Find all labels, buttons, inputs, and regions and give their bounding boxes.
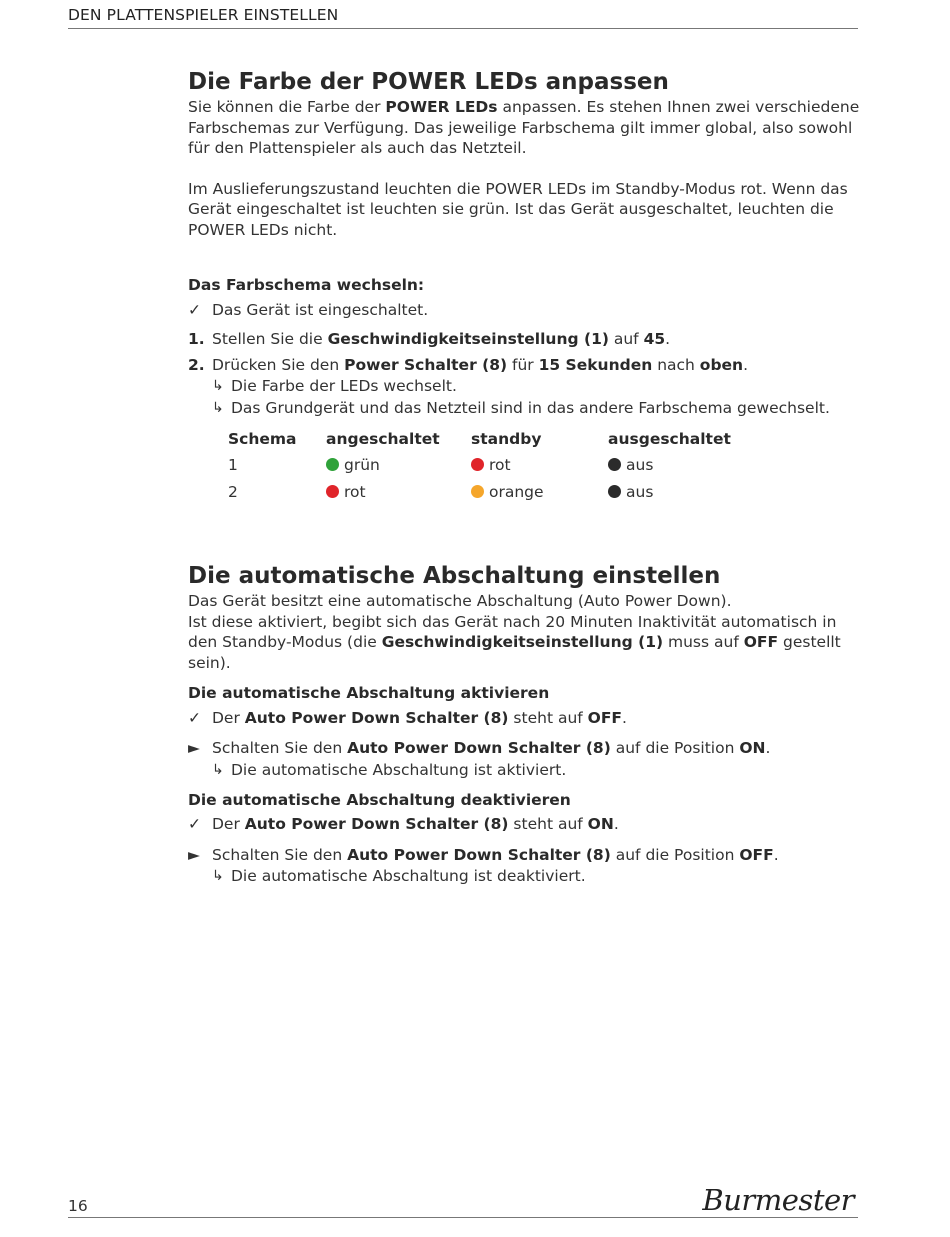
precondition-item: ✓ Der Auto Power Down Schalter (8) steht auf ON. — [188, 815, 619, 833]
check-mark-icon: ✓ — [188, 708, 201, 727]
subheading-deactivate: Die automatische Abschaltung deaktivieren — [188, 790, 571, 809]
on-cell: rot — [326, 479, 471, 506]
play-triangle-icon: ► — [188, 845, 200, 864]
color-scheme-table — [228, 426, 731, 505]
paragraph-default-state: Im Auslieferungszustand leuchten die POWER LEDs im Standby-Modus rot. Wenn das Gerät eingeschaltet ist leuchten sie grün. Ist das Gerät ausgeschaltet, leuchten die POWER LEDs nicht. — [188, 179, 848, 239]
table-row — [228, 452, 731, 479]
led-dot-icon — [471, 458, 484, 471]
column-header: ausgeschaltet — [608, 430, 731, 448]
action-item: ► Schalten Sie den Auto Power Down Schalter (8) auf die Position ON. — [188, 739, 771, 757]
column-header: standby — [471, 430, 542, 448]
on-cell: grün — [326, 452, 471, 479]
table-row — [228, 479, 731, 506]
column-header: angeschaltet — [326, 430, 440, 448]
check-mark-icon: ✓ — [188, 300, 201, 319]
led-dot-icon — [326, 458, 339, 471]
off-cell: aus — [608, 452, 731, 479]
page-number: 16 — [68, 1197, 88, 1215]
section-heading-led-color: Die Farbe der POWER LEDs anpassen — [188, 69, 669, 95]
result-arrow-icon: ↳ — [212, 378, 224, 394]
result-arrow-icon: ↳ — [212, 400, 224, 416]
action-item: ► Schalten Sie den Auto Power Down Schalter (8) auf die Position OFF. — [188, 845, 779, 864]
subheading-change-scheme: Das Farbschema wechseln: — [188, 276, 425, 294]
led-dot-icon — [471, 485, 484, 498]
paragraph-auto-power-down-intro: Das Gerät besitzt eine automatische Abschaltung (Auto Power Down). — [188, 592, 732, 610]
precondition-item: ✓ Das Gerät ist eingeschaltet. — [188, 300, 429, 319]
header-divider — [68, 28, 858, 29]
check-mark-icon: ✓ — [188, 815, 201, 833]
result-arrow-icon: ↳ — [212, 761, 224, 778]
footer-divider — [68, 1217, 858, 1218]
subheading-activate: Die automatische Abschaltung aktivieren — [188, 684, 550, 702]
column-header: Schema — [228, 430, 297, 448]
result-item: ↳ Die Farbe der LEDs wechselt. — [212, 377, 457, 395]
result-arrow-icon: ↳ — [212, 868, 224, 884]
page-content — [188, 68, 868, 887]
result-item: ↳ Das Grundgerät und das Netzteil sind in das andere Farbschema gewechselt. — [212, 399, 830, 417]
off-cell: aus — [608, 479, 731, 506]
table-header-row — [228, 426, 731, 452]
led-dot-icon — [326, 485, 339, 498]
paragraph-led-intro: Sie können die Farbe der POWER LEDs anpassen. Es stehen Ihnen zwei verschiedene Farbschemas zur Verfügung. Das jeweilige Farbschema gilt immer global, also sowohl für den Plattenspieler als auch das Netzteil. — [188, 98, 860, 157]
schema-cell: 2 — [228, 482, 238, 501]
brand-logo: Burmester — [702, 1183, 854, 1217]
standby-cell: rot — [471, 452, 608, 479]
led-dot-icon — [608, 485, 621, 498]
schema-cell: 1 — [228, 456, 238, 475]
step-item: 1. Stellen Sie die Geschwindigkeitseinstellung (1) auf 45. — [188, 330, 671, 348]
section-heading-auto-power-down: Die automatische Abschaltung einstellen — [188, 563, 721, 589]
led-dot-icon — [608, 458, 621, 471]
result-item: ↳ Die automatische Abschaltung ist deaktiviert. — [212, 867, 586, 885]
paragraph-auto-power-down-detail: Ist diese aktiviert, begibt sich das Gerät nach 20 Minuten Inaktivität automatisch in den Standby-Modus (die Geschwindigkeitseinstellung (1) muss auf OFF gestellt sein). — [188, 612, 841, 672]
running-header: DEN PLATTENSPIELER EINSTELLEN — [68, 6, 339, 24]
standby-cell: orange — [471, 479, 608, 506]
result-item: ↳ Die automatische Abschaltung ist aktiviert. — [212, 760, 567, 779]
precondition-item: ✓ Der Auto Power Down Schalter (8) steht auf OFF. — [188, 708, 627, 727]
play-triangle-icon: ► — [188, 739, 200, 757]
step-item: 2. Drücken Sie den Power Schalter (8) für 15 Sekunden nach oben. — [188, 355, 749, 374]
